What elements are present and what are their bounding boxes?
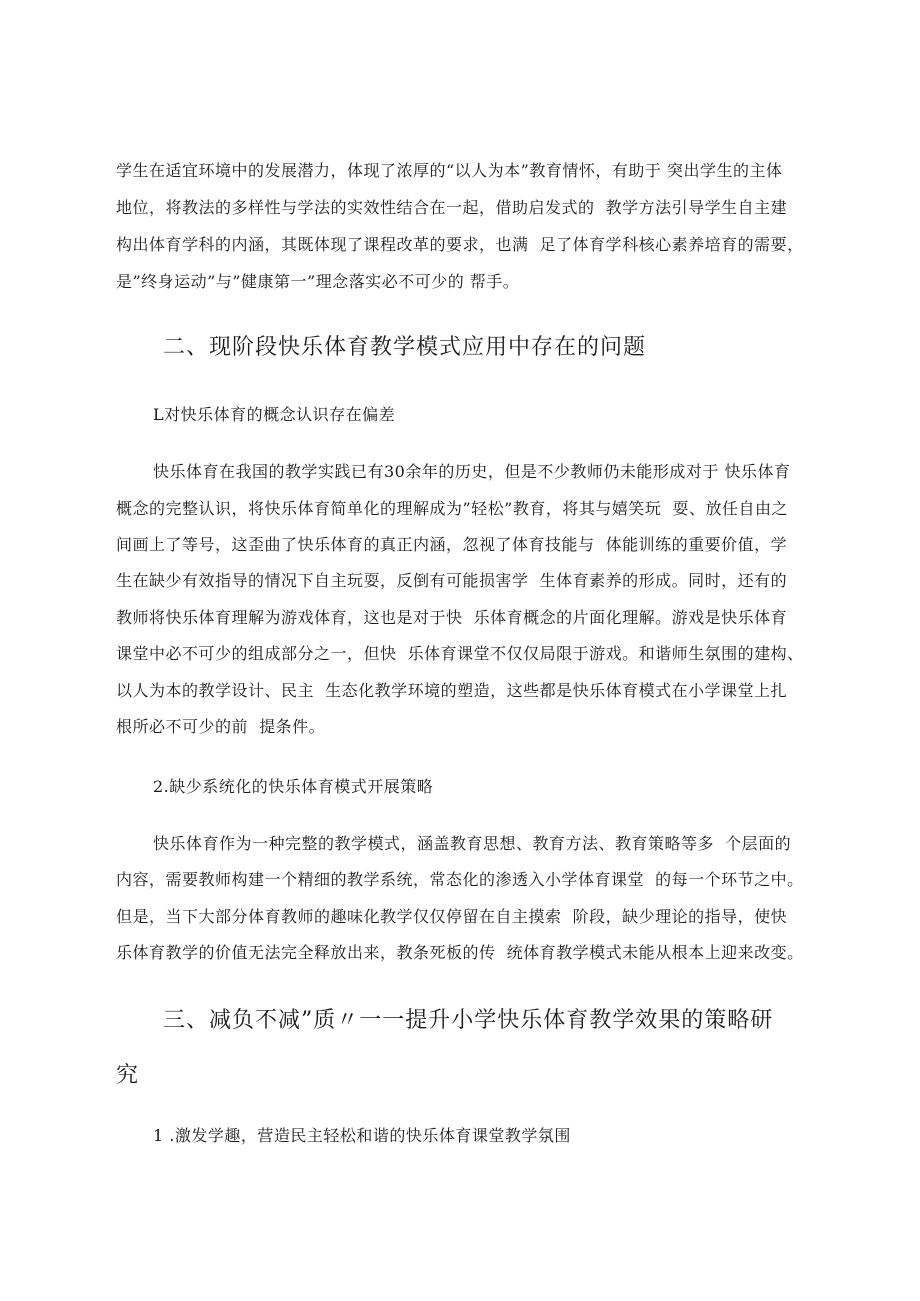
paragraph-line: 内容，需要教师构建一个精细的教学系统，常态化的渗透入小学体育课堂 的每一个环节之中。 [116,870,804,889]
paragraph-line: 生在缺少有效指导的情况下自主玩耍，反倒有可能损害学 生体育素养的形成。同时，还有的 [116,571,788,590]
paragraph-line: 但是，当下大部分体育教师的趣味化教学仅仅停留在自主摸索 阶段，缺少理论的指导，使快 [116,907,788,926]
paragraph-line: 课堂中必不可少的组成部分之一，但快 乐体育课堂不仅仅局限于游戏。和谐师生氛围的建构、 [116,644,804,663]
section-3-1-heading: 1 .激发学趣，营造民主轻松和谐的快乐体育课堂教学氛围 [153,1126,571,1145]
paragraph-line: 间画上了等号，这歪曲了快乐体育的真正内涵，忽视了体育技能与 体能训练的重要价值，学 [116,535,788,554]
paragraph-line: 快乐体育作为一种完整的教学模式，涵盖教育思想、教育方法、教育策略等多 个层面的 [153,834,792,853]
paragraph-line: 根所必不可少的前 提条件。 [116,717,326,736]
paragraph-line: 快乐体育在我国的教学实践已有30余年的历史，但是不少教师仍未能形成对于 快乐体育 [153,462,791,481]
paragraph-line: 概念的完整认识，将快乐体育简单化的理解成为”轻松”教育，将其与嬉笑玩 耍、放任自由之 [116,499,789,518]
section-3-heading: 三、减负不减”质〃一一提升小学快乐体育教学效果的策略研 [163,1008,774,1033]
section-2-heading: 二、现阶段快乐体育教学模式应用中存在的问题 [163,335,647,360]
paragraph-line: 以人为本的教学设计、民主 生态化教学环境的塑造，这些都是快乐体育模式在小学课堂上扎 [116,681,788,700]
section-3-heading-continued: 究 [116,1063,140,1088]
paragraph-line: 是”终身运动”与”健康第一”理念落实必不可少的 帮手。 [116,272,520,291]
paragraph-line: 教师将快乐体育理解为游戏体育，这也是对于快 乐体育概念的片面化理解。游戏是快乐体育 [116,608,788,627]
paragraph-line: 学生在适宜环境中的发展潜力，体现了浓厚的“以人为本”教育情怀，有助于 突出学生的主体 [116,161,783,180]
section-2-1-heading: L对快乐体育的概念认识存在偏差 [153,405,396,424]
section-2-2-heading: 2.缺少系统化的快乐体育模式开展策略 [153,777,434,796]
paragraph-line: 构出体育学科的内涵，其既体现了课程改革的要求，也满 足了体育学科核心素养培育的需要， [116,235,804,254]
paragraph-line: 乐体育教学的价值无法完全释放出来，教条死板的传 统体育教学模式未能从根本上迎来改变。 [116,943,804,962]
paragraph-line: 地位，将教法的多样性与学法的实效性结合在一起，借助启发式的 教学方法引导学生自主建 [116,198,788,217]
